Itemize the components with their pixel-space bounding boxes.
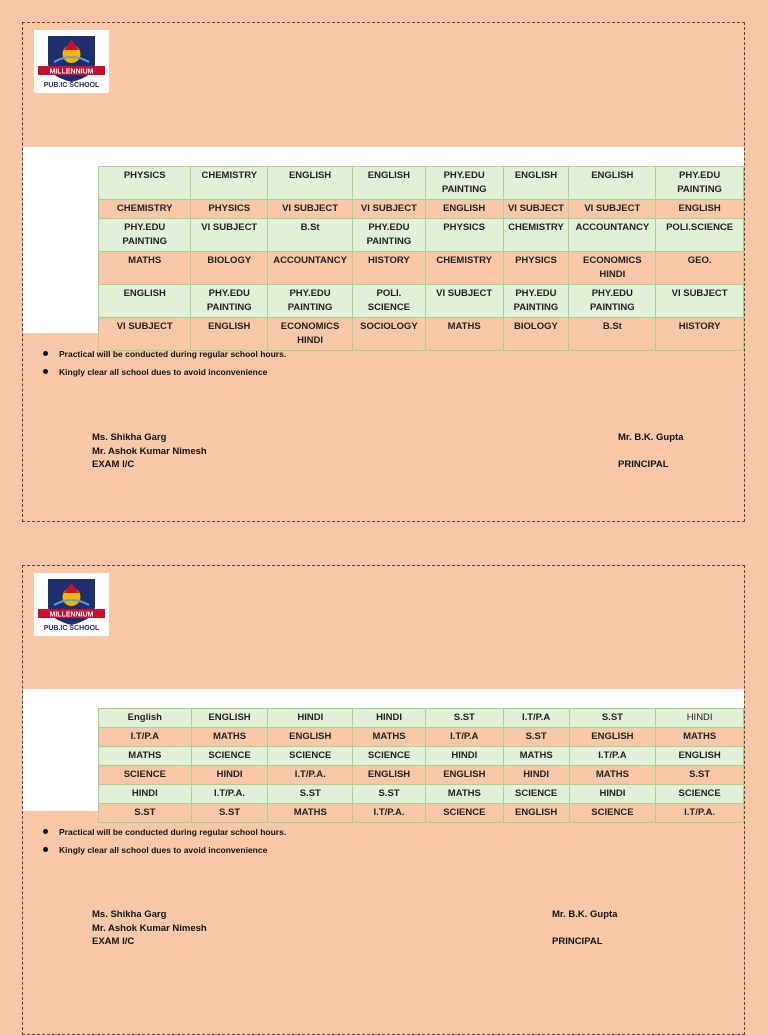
table-cell: I.T/P.A [99, 728, 192, 747]
table-cell: S.ST [569, 709, 656, 728]
table-cell: I.T/P.A. [353, 804, 426, 823]
exam-schedule-table-1 [98, 166, 744, 351]
list-item: Kingly clear all school dues to avoid inconvenience [43, 366, 286, 384]
svg-text:PUB.IC SCHOOL: PUB.IC SCHOOL [43, 625, 100, 632]
table-cell: SCIENCE [268, 747, 353, 766]
table-cell: MATHS [353, 728, 426, 747]
table-cell: MATHS [503, 747, 569, 766]
exam-incharge-signature: Ms. Shikha Garg Mr. Ashok Kumar Nimesh EXAM I/C [92, 909, 207, 947]
table-cell: SCIENCE [656, 785, 744, 804]
table-cell: HINDI [569, 785, 656, 804]
table-cell: PHY.EDU PAINTING [503, 285, 569, 318]
table-cell: PHY.EDU PAINTING [99, 219, 191, 252]
table-cell: S.ST [353, 785, 426, 804]
table-cell: ACCOUNTANCY [268, 252, 353, 285]
table-row [99, 728, 744, 747]
table-cell: CHEMISTRY [503, 219, 569, 252]
list-item: Practical will be conducted during regular school hours. [43, 348, 286, 366]
table-cell: CHEMISTRY [191, 167, 268, 200]
table-cell: HISTORY [353, 252, 426, 285]
table-cell: ENGLISH [268, 167, 353, 200]
table-cell: SCIENCE [569, 804, 656, 823]
table-cell: BIOLOGY [191, 252, 268, 285]
principal-signature: Mr. B.K. Gupta PRINCIPAL [552, 909, 618, 947]
table-cell: POLI.SCIENCE [656, 219, 744, 252]
table-cell: MATHS [425, 785, 503, 804]
table-cell: HINDI [268, 709, 353, 728]
table-cell: PHY.EDU PAINTING [425, 167, 503, 200]
table-cell: ENGLISH [503, 804, 569, 823]
table-cell: POLI. SCIENCE [353, 285, 426, 318]
date-column [23, 166, 98, 333]
table-cell: CHEMISTRY [99, 200, 191, 219]
notes-list [43, 826, 286, 862]
table-cell: ENGLISH [353, 167, 426, 200]
timetable-sheet-2 [22, 565, 745, 1035]
table-cell: ENGLISH [656, 747, 744, 766]
table-cell: VI SUBJECT [99, 318, 191, 351]
table-cell: ENGLISH [99, 285, 191, 318]
table-cell: MATHS [425, 318, 503, 351]
list-item: Practical will be conducted during regular school hours. [43, 826, 286, 844]
table-cell: HINDI [99, 785, 192, 804]
bullet-icon [43, 351, 48, 356]
table-cell: MATHS [99, 252, 191, 285]
school-crest-icon [34, 30, 109, 93]
bullet-icon [43, 847, 48, 852]
exam-incharge-signature: Ms. Shikha Garg Mr. Ashok Kumar Nimesh EXAM I/C [92, 432, 207, 470]
table-cell: SCIENCE [425, 804, 503, 823]
table-cell: PHY.EDU PAINTING [191, 285, 268, 318]
notes-list [43, 348, 286, 384]
header-band [23, 147, 744, 166]
principal-signature: Mr. B.K. Gupta PRINCIPAL [618, 432, 684, 470]
table-row [99, 252, 744, 285]
table-cell: S.ST [99, 804, 192, 823]
table-cell: ENGLISH [569, 167, 656, 200]
table-cell: HISTORY [656, 318, 744, 351]
table-cell: ENGLISH [425, 766, 503, 785]
table-cell: SOCIOLOGY [353, 318, 426, 351]
table-cell: S.ST [268, 785, 353, 804]
table-cell: SCIENCE [503, 785, 569, 804]
table-row [99, 747, 744, 766]
table-cell: I.T/P.A [425, 728, 503, 747]
table-cell: PHY.EDU PAINTING [268, 285, 353, 318]
table-row [99, 167, 744, 200]
school-logo [34, 30, 109, 93]
table-cell: VI SUBJECT [191, 219, 268, 252]
table-cell: S.ST [191, 804, 268, 823]
table-cell: PHY.EDU PAINTING [569, 285, 656, 318]
table-cell: B.St [268, 219, 353, 252]
table-cell: MATHS [656, 728, 744, 747]
table-cell: VI SUBJECT [268, 200, 353, 219]
table-cell: HINDI [656, 709, 744, 728]
table-row [99, 219, 744, 252]
table-row [99, 785, 744, 804]
table-cell: ENGLISH [191, 709, 268, 728]
table-cell: HINDI [353, 709, 426, 728]
table-cell: SCIENCE [353, 747, 426, 766]
table-cell: BIOLOGY [503, 318, 569, 351]
table-cell: GEO. [656, 252, 744, 285]
table-cell: ENGLISH [268, 728, 353, 747]
table-cell: HINDI [503, 766, 569, 785]
table-cell: ENGLISH [503, 167, 569, 200]
table-cell: I.T/P.A. [191, 785, 268, 804]
bullet-icon [43, 829, 48, 834]
table-cell: PHYSICS [191, 200, 268, 219]
table-cell: SCIENCE [191, 747, 268, 766]
table-cell: English [99, 709, 192, 728]
table-cell: ECONOMICS HINDI [268, 318, 353, 351]
table-row [99, 709, 744, 728]
table-row [99, 285, 744, 318]
table-cell: ENGLISH [569, 728, 656, 747]
table-cell: PHYSICS [99, 167, 191, 200]
date-column [23, 708, 98, 811]
table-cell: CHEMISTRY [425, 252, 503, 285]
table-cell: MATHS [268, 804, 353, 823]
table-cell: PHY.EDU PAINTING [353, 219, 426, 252]
table-cell: HINDI [425, 747, 503, 766]
table-row [99, 318, 744, 351]
table-cell: S.ST [503, 728, 569, 747]
table-cell: PHY.EDU PAINTING [656, 167, 744, 200]
exam-schedule-table-2 [98, 708, 744, 823]
table-cell: S.ST [425, 709, 503, 728]
table-cell: VI SUBJECT [503, 200, 569, 219]
table-cell: I.T/P.A. [656, 804, 744, 823]
table-cell: VI SUBJECT [353, 200, 426, 219]
table-cell: VI SUBJECT [425, 285, 503, 318]
table-cell: MATHS [99, 747, 192, 766]
table-cell: ENGLISH [353, 766, 426, 785]
bullet-icon [43, 369, 48, 374]
table-cell: VI SUBJECT [656, 285, 744, 318]
table-cell: ACCOUNTANCY [569, 219, 656, 252]
table-cell: PHYSICS [425, 219, 503, 252]
list-item: Kingly clear all school dues to avoid inconvenience [43, 844, 286, 862]
table-cell: MATHS [569, 766, 656, 785]
table-row [99, 804, 744, 823]
timetable-sheet-1 [22, 22, 745, 522]
table-cell: ECONOMICS HINDI [569, 252, 656, 285]
table-cell: ENGLISH [656, 200, 744, 219]
table-cell: B.St [569, 318, 656, 351]
svg-text:MILLENNIUM: MILLENNIUM [49, 68, 94, 76]
header-band [23, 689, 744, 708]
table-cell: S.ST [656, 766, 744, 785]
table-cell: I.T/P.A [569, 747, 656, 766]
table-cell: VI SUBJECT [569, 200, 656, 219]
svg-text:PUB.IC SCHOOL: PUB.IC SCHOOL [43, 82, 100, 89]
table-cell: I.T/P.A. [268, 766, 353, 785]
svg-text:MILLENNIUM: MILLENNIUM [49, 611, 94, 619]
table-cell: HINDI [191, 766, 268, 785]
table-cell: PHYSICS [503, 252, 569, 285]
table-row [99, 766, 744, 785]
table-row [99, 200, 744, 219]
table-cell: ENGLISH [425, 200, 503, 219]
table-cell: I.T/P.A [503, 709, 569, 728]
table-cell: ENGLISH [191, 318, 268, 351]
table-cell: MATHS [191, 728, 268, 747]
school-crest-icon [34, 573, 109, 636]
table-cell: SCIENCE [99, 766, 192, 785]
school-logo [34, 573, 109, 636]
